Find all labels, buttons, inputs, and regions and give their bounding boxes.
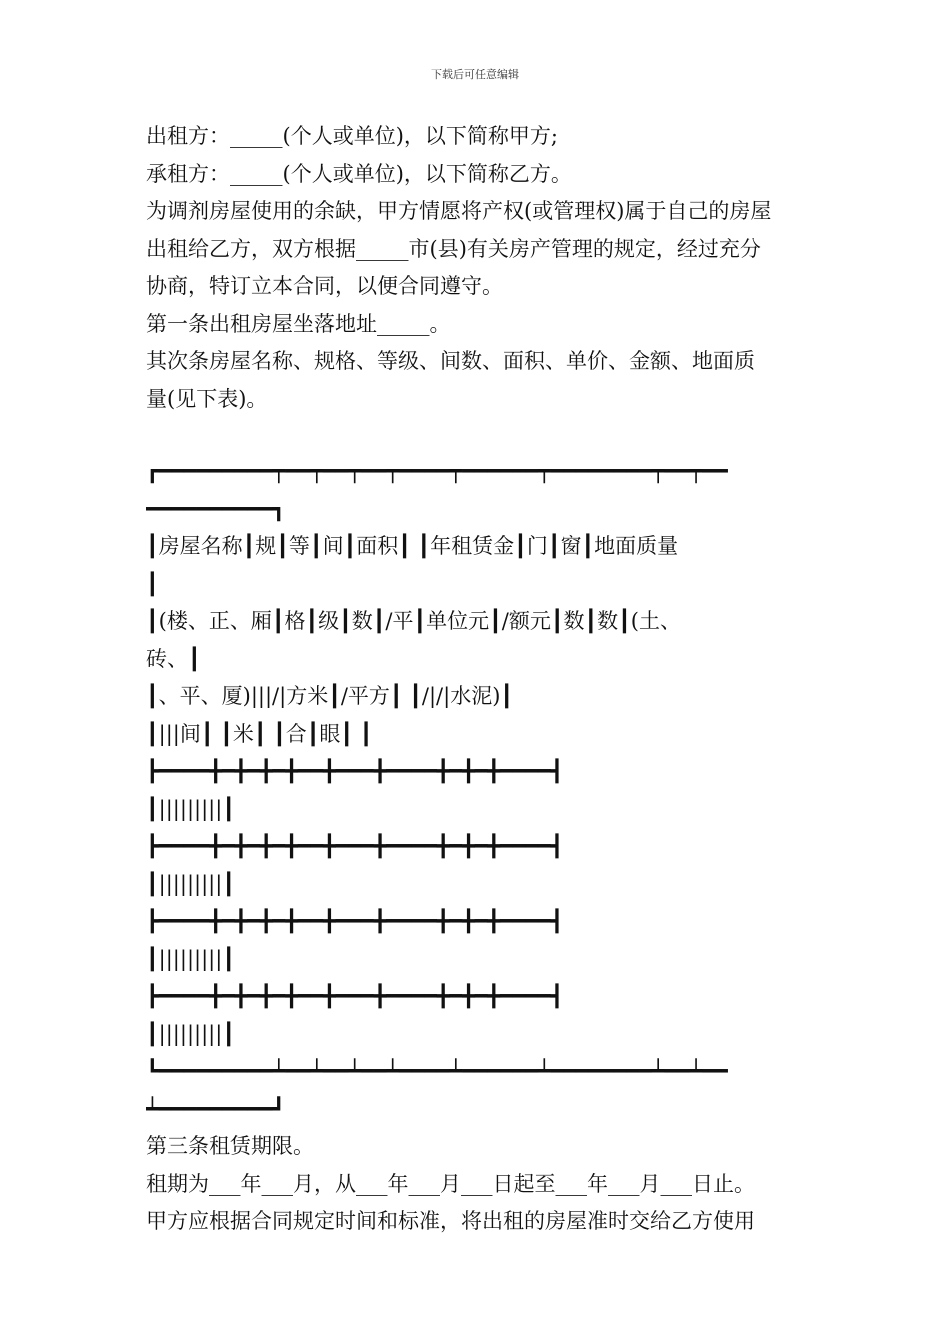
table-line: 砖、┃ <box>146 646 201 671</box>
lessee-line: 承租方：_____(个人或单位)，以下简称乙方。 <box>146 161 572 186</box>
page-header: 下载后可任意编辑 <box>431 68 519 81</box>
article-3-title: 第三条租赁期限。 <box>146 1134 314 1158</box>
table-line: ┃|||||||||┃ <box>146 871 235 896</box>
table-line: ┃|||||||||┃ <box>146 946 235 971</box>
table-line: ┃|||||||||┃ <box>146 1021 235 1046</box>
table-line: ┷━━━━━━━━━┛ <box>146 1096 286 1121</box>
table-line: ┃|||||||||┃ <box>146 796 235 821</box>
table-line: ┗━━━━━━━━━┷━━┷━━┷━━┷━━━━┷━━━━━━┷━━━━━━━━┷━━┷━━ <box>146 1059 728 1083</box>
purpose-line-2: 出租给乙方，双方根据_____市(县)有关房产管理的规定，经过充分 <box>146 236 761 261</box>
contract-body <box>146 118 818 1241</box>
article-2-line-2: 量(见下表)。 <box>146 386 268 411</box>
purpose-line-1: 为调剂房屋使用的余缺，甲方情愿将产权(或管理权)属于自己的房屋 <box>146 199 772 223</box>
table-line: ┃(楼、正、厢┃格┃级┃数┃/平┃单位元┃/额元┃数┃数┃(土、 <box>146 609 681 633</box>
delivery-line: 甲方应根据合同规定时间和标准，将出租的房屋准时交给乙方使用 <box>146 1209 755 1233</box>
table-line: ┃、平、厦)|||/|方米┃/平方┃ ┃/|/|水泥)┃ <box>146 684 514 708</box>
table-line: ┣━━━━╋━╋━╋━╋━━╋━━━╋━━━━╋━╋━╋━━━━┫ <box>146 759 564 783</box>
ascii-table <box>146 453 818 1128</box>
table-line: ┃房屋名称┃规┃等┃间┃面积┃ ┃年租赁金┃门┃窗┃地面质量 <box>146 534 679 558</box>
table-line: ┃|||间┃ ┃米┃ ┃合┃眼┃ ┃ <box>146 721 373 746</box>
lease-term-line: 租期为___年___月，从___年___月___日起至___年___月___日止。 <box>146 1171 755 1196</box>
table-line: ━━━━━━━━━━┓ <box>146 496 286 521</box>
article-2-line-1: 其次条房屋名称、规格、等级、间数、面积、单价、金额、地面质 <box>146 349 755 373</box>
table-line: ┣━━━━╋━╋━╋━╋━━╋━━━╋━━━━╋━╋━╋━━━━┫ <box>146 984 564 1008</box>
table-line: ┏━━━━━━━━━┯━━┯━━┯━━┯━━━━┯━━━━━━┯━━━━━━━━┯━━┯━━ <box>146 459 728 483</box>
table-line: ┣━━━━╋━╋━╋━╋━━╋━━━╋━━━━╋━╋━╋━━━━┫ <box>146 909 564 933</box>
table-line: ┃ <box>146 571 159 596</box>
purpose-line-3: 协商，特订立本合同，以便合同遵守。 <box>146 274 503 298</box>
table-line: ┣━━━━╋━╋━╋━╋━━╋━━━╋━━━━╋━╋━╋━━━━┫ <box>146 834 564 858</box>
article-1-line: 第一条出租房屋坐落地址_____。 <box>146 311 451 336</box>
lessor-line: 出租方：_____(个人或单位)，以下简称甲方; <box>146 124 558 148</box>
